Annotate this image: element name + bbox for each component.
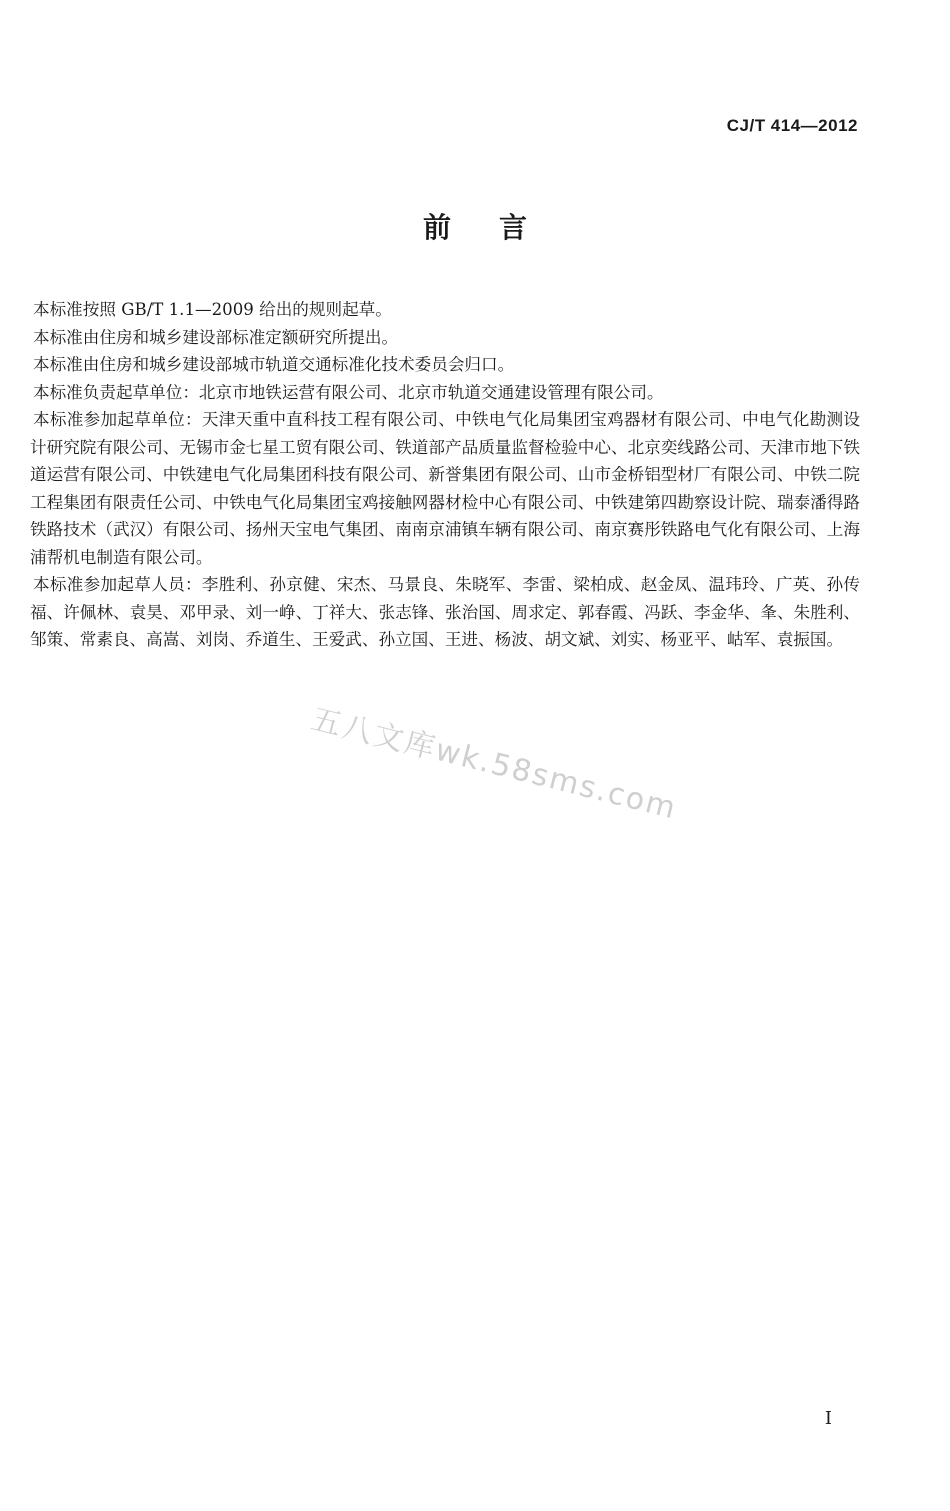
paragraph-proposer: 本标准由住房和城乡建设部标准定额研究所提出。 bbox=[33, 327, 399, 347]
standard-code: CJ/T 414—2012 bbox=[726, 116, 858, 135]
paragraph-drafting-rules: 本标准按照 GB/T 1.1—2009 给出的规则起草。 bbox=[33, 300, 392, 319]
watermark: 五八文库wk.58sms.com bbox=[307, 701, 681, 827]
paragraph-participating-units: 本标准参加起草单位：天津天重中直科技工程有限公司、中铁电气化局集团宝鸡器材有限公司、中电气化勘测设计研究院有限公司、无锡市金七星工贸有限公司、铁道部产品质量监督检验中心、北京奕线路公司、天津市地下铁道运营有限公司、中铁建电气化局集团科技有限公司、新誉集团有限公司、山市金桥铝型材厂有限公司、中铁二院工程集团有限责任公司、中铁电气化局集团宝鸡接触网器材检中心有限公司、中铁建第四勘察设计院、瑞泰潘得路铁路技术（武汉）有限公司、扬州天宝电气集团、南南京浦镇车辆有限公司、南京赛彤铁路电气化有限公司、上海浦帮机电制造有限公司。 bbox=[30, 410, 860, 567]
page-title: 前言 bbox=[422, 211, 575, 244]
page-number: I bbox=[824, 1408, 832, 1429]
paragraph-committee: 本标准由住房和城乡建设部城市轨道交通标准化技术委员会归口。 bbox=[33, 355, 515, 374]
foreword-body bbox=[30, 296, 860, 654]
paragraph-drafters: 本标准参加起草人员：李胜利、孙京健、宋杰、马景良、朱晓军、李雷、梁柏成、赵金凤、温玮玲、广英、孙传福、许佩林、袁昊、邓甲录、刘一峥、丁祥大、张志锋、张治国、周求定、郭春霞、冯跃、李金华、夆、朱胜利、邹策、常素良、高嵩、刘岗、乔道生、王爱武、孙立国、王进、杨波、胡文斌、刘实、杨亚平、岵军、袁振国。 bbox=[30, 575, 860, 649]
paragraph-responsible-units: 本标准负责起草单位：北京市地铁运营有限公司、北京市轨道交通建设管理有限公司。 bbox=[33, 382, 664, 402]
